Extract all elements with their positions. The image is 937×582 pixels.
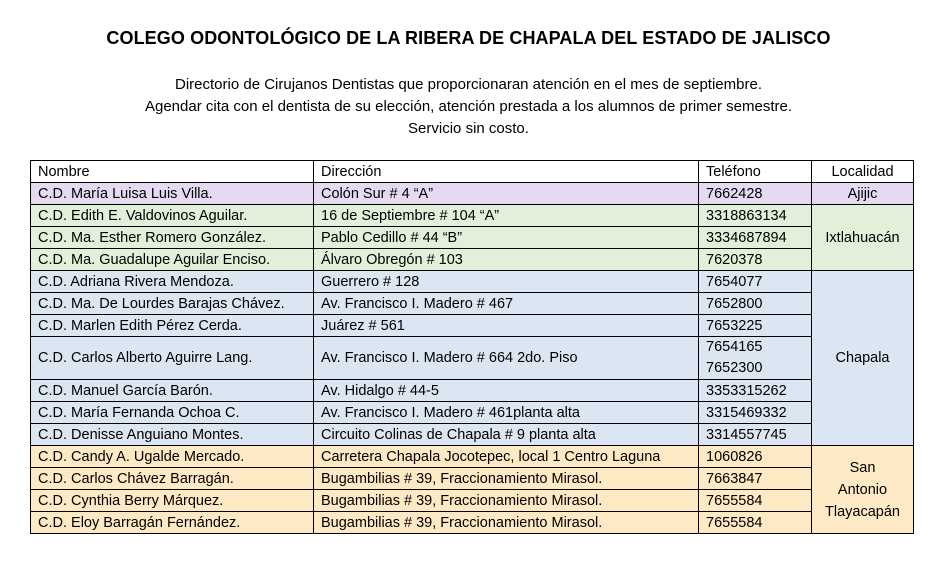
subtitle-line-1: Directorio de Cirujanos Dentistas que proporcionaran atención en el mes de septiembre. xyxy=(175,76,762,93)
dentist-directory-table xyxy=(30,160,914,534)
table-row xyxy=(31,271,914,293)
dentist-name: C.D. Marlen Edith Pérez Cerda. xyxy=(31,315,314,337)
locality-san-antonio xyxy=(812,446,914,534)
table-row xyxy=(31,424,914,446)
dentist-address: Av. Francisco I. Madero # 461planta alta xyxy=(314,402,699,424)
dentist-address: Juárez # 561 xyxy=(314,315,699,337)
dentist-address: 16 de Septiembre # 104 “A” xyxy=(314,205,699,227)
table-row xyxy=(31,227,914,249)
dentist-address: Circuito Colinas de Chapala # 9 planta alta xyxy=(314,424,699,446)
locality-chapala: Chapala xyxy=(812,271,914,446)
dentist-phone-multi xyxy=(699,337,812,380)
dentist-address: Bugambilias # 39, Fraccionamiento Mirasol. xyxy=(314,468,699,490)
locality-line: San xyxy=(849,459,876,476)
dentist-address: Colón Sur # 4 “A” xyxy=(314,183,699,205)
dentist-address: Álvaro Obregón # 103 xyxy=(314,249,699,271)
table-row xyxy=(31,205,914,227)
dentist-name: C.D. María Luisa Luis Villa. xyxy=(31,183,314,205)
dentist-name: C.D. Cynthia Berry Márquez. xyxy=(31,490,314,512)
table-row xyxy=(31,512,914,534)
dentist-address: Bugambilias # 39, Fraccionamiento Mirasol. xyxy=(314,490,699,512)
header-locality: Localidad xyxy=(812,161,914,183)
dentist-phone: 1060826 xyxy=(699,446,812,468)
dentist-phone: 3314557745 xyxy=(699,424,812,446)
table-row xyxy=(31,315,914,337)
dentist-address: Av. Hidalgo # 44-5 xyxy=(314,380,699,402)
locality-ixtlahuacan: Ixtlahuacán xyxy=(812,205,914,271)
dentist-phone: 3318863134 xyxy=(699,205,812,227)
dentist-name: C.D. Carlos Chávez Barragán. xyxy=(31,468,314,490)
page-title: COLEGO ODONTOLÓGICO DE LA RIBERA DE CHAPALA DEL ESTADO DE JALISCO xyxy=(106,28,831,48)
dentist-phone: 7652800 xyxy=(699,293,812,315)
dentist-name: C.D. Manuel García Barón. xyxy=(31,380,314,402)
table-row xyxy=(31,183,914,205)
subtitle-line-3: Servicio sin costo. xyxy=(408,120,529,137)
dentist-name: C.D. Candy A. Ugalde Mercado. xyxy=(31,446,314,468)
dentist-address: Av. Francisco I. Madero # 467 xyxy=(314,293,699,315)
subtitle-block xyxy=(0,74,937,140)
table-row xyxy=(31,337,914,380)
dentist-name: C.D. Carlos Alberto Aguirre Lang. xyxy=(31,337,314,380)
dentist-name: C.D. Adriana Rivera Mendoza. xyxy=(31,271,314,293)
dentist-address: Pablo Cedillo # 44 “B” xyxy=(314,227,699,249)
dentist-address: Guerrero # 128 xyxy=(314,271,699,293)
locality-line: Tlayacapán xyxy=(825,503,900,520)
table-row xyxy=(31,468,914,490)
dentist-phone: 3334687894 xyxy=(699,227,812,249)
table-row xyxy=(31,249,914,271)
table-header-row xyxy=(31,161,914,183)
dentist-name: C.D. Edith E. Valdovinos Aguilar. xyxy=(31,205,314,227)
header-address: Dirección xyxy=(314,161,699,183)
header-phone: Teléfono xyxy=(699,161,812,183)
dentist-name: C.D. Ma. De Lourdes Barajas Chávez. xyxy=(31,293,314,315)
dentist-phone: 7662428 xyxy=(699,183,812,205)
dentist-phone: 7654077 xyxy=(699,271,812,293)
dentist-phone: 7653225 xyxy=(699,315,812,337)
header-name: Nombre xyxy=(31,161,314,183)
table-row xyxy=(31,380,914,402)
locality-line: Antonio xyxy=(837,481,888,498)
table-row xyxy=(31,293,914,315)
dentist-name: C.D. Ma. Guadalupe Aguilar Enciso. xyxy=(31,249,314,271)
dentist-phone: 3315469332 xyxy=(699,402,812,424)
dentist-phone: 7654165 xyxy=(706,339,763,355)
subtitle-line-2: Agendar cita con el dentista de su elección, atención prestada a los alumnos de primer semestre. xyxy=(144,98,793,115)
dentist-name: C.D. Denisse Anguiano Montes. xyxy=(31,424,314,446)
dentist-phone: 7655584 xyxy=(699,512,812,534)
table-row xyxy=(31,402,914,424)
dentist-address: Carretera Chapala Jocotepec, local 1 Centro Laguna xyxy=(314,446,699,468)
table-row xyxy=(31,490,914,512)
dentist-phone: 7663847 xyxy=(699,468,812,490)
dentist-phone: 7620378 xyxy=(699,249,812,271)
dentist-phone: 3353315262 xyxy=(699,380,812,402)
dentist-phone: 7655584 xyxy=(699,490,812,512)
dentist-address: Bugambilias # 39, Fraccionamiento Mirasol. xyxy=(314,512,699,534)
dentist-name: C.D. Ma. Esther Romero González. xyxy=(31,227,314,249)
locality-ajijic: Ajijic xyxy=(812,183,914,205)
dentist-name: C.D. María Fernanda Ochoa C. xyxy=(31,402,314,424)
table-row xyxy=(31,446,914,468)
dentist-address: Av. Francisco I. Madero # 664 2do. Piso xyxy=(314,337,699,380)
dentist-name: C.D. Eloy Barragán Fernández. xyxy=(31,512,314,534)
dentist-phone: 7652300 xyxy=(706,360,763,376)
